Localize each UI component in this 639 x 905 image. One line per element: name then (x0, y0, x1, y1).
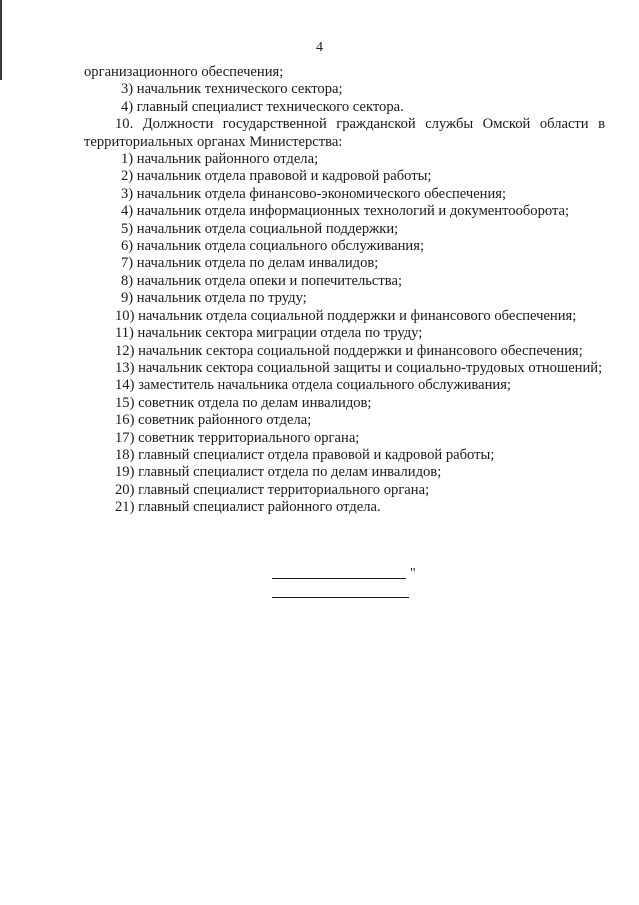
end-line-bottom (272, 597, 409, 598)
list-item: 1) начальник районного отдела; (121, 151, 319, 168)
end-line-top (272, 578, 406, 579)
list-item: 17) советник территориального органа; (115, 429, 360, 446)
list-item: 18) главный специалист отдела правовой и кадровой работы; (115, 446, 495, 463)
list-item: 14) заместитель начальника отдела социального обслуживания; (115, 377, 511, 394)
list-item: 19) главный специалист отдела по делам инвалидов; (115, 464, 442, 481)
list-item: 11) начальник сектора миграции отдела по труду; (115, 325, 423, 342)
list-item: 4) начальник отдела информационных технологий и документооборота; (121, 203, 570, 220)
list-item: 4) главный специалист технического сектора. (121, 98, 404, 115)
list-item: 10) начальник отдела социальной поддержки и финансового обеспечения; (115, 307, 577, 324)
list-item: 6) начальник отдела социального обслуживания; (121, 238, 425, 255)
list-item: 15) советник отдела по делам инвалидов; (115, 394, 372, 411)
list-item: 21) главный специалист районного отдела. (115, 499, 381, 516)
list-item: 7) начальник отдела по делам инвалидов; (121, 255, 379, 272)
list-item: 3) начальник отдела финансово-экономического обеспечения; (121, 185, 507, 202)
list-item: 20) главный специалист территориального органа; (115, 481, 430, 498)
page-number: 4 (316, 40, 323, 55)
document-end-marks (272, 568, 417, 598)
list-item: 2) начальник отдела правовой и кадровой работы; (121, 168, 432, 185)
section-heading: 10. Должности государственной гражданской службы Омской области в территориальных органах Министерства: (84, 116, 605, 150)
list-item: 13) начальник сектора социальной защиты и социально-трудовых отношений; (115, 359, 603, 376)
list-item: 3) начальник технического сектора; (121, 81, 343, 98)
list-item: 5) начальник отдела социальной поддержки; (121, 220, 399, 237)
text-line: организационного обеспечения; (84, 64, 284, 80)
list-item: 12) начальник сектора социальной поддержки и финансового обеспечения; (115, 342, 583, 359)
list-item: 9) начальник отдела по труду; (121, 290, 307, 307)
list-item: 8) начальник отдела опеки и попечительства; (121, 272, 403, 289)
closing-quote: " (410, 566, 416, 581)
list-item: 16) советник районного отдела; (115, 412, 312, 429)
document-body (84, 64, 605, 517)
